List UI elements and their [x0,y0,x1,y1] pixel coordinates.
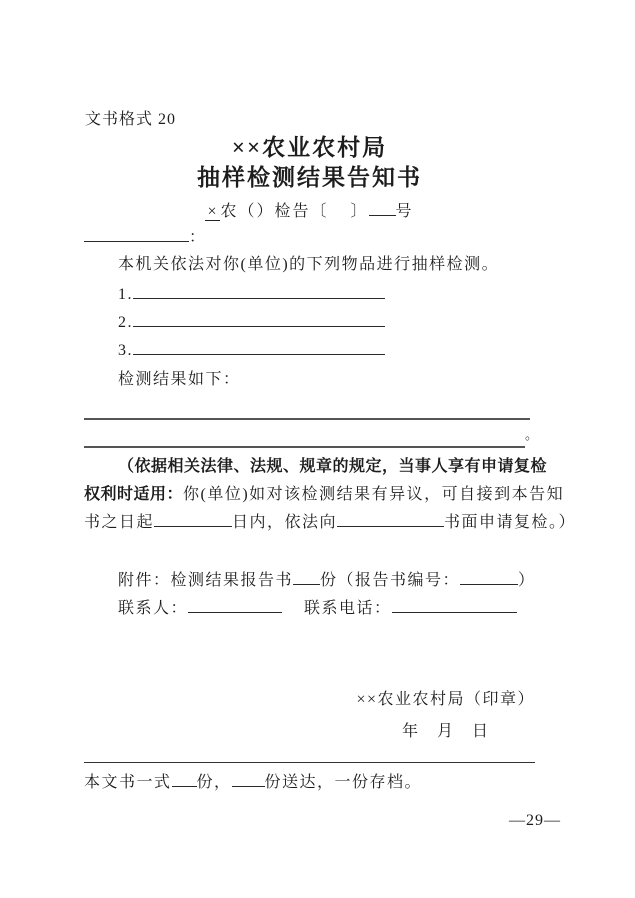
footnote-divider [84,762,535,763]
signature-date: 年 月 日 [401,723,490,740]
page-number: —29— [509,812,561,829]
attachment-post: ） [518,572,536,589]
recheck-line3-post: 书面申请复检。） [444,514,577,531]
item-blank-3 [133,340,385,355]
item-line-2 [84,312,385,334]
contact-phone-label: 联系电话： [304,600,392,617]
result-underline-1 [84,392,530,418]
signature-block [356,686,535,741]
recheck-line2-bold: 权利时适用： [84,486,184,503]
recheck-authority-blank [337,512,444,527]
item-blank-2 [133,312,385,327]
result-underline-2 [84,420,538,446]
contact-person-blank [188,598,282,613]
contact-phone-blank [392,598,517,613]
recheck-line3-mid: 日内，依法向 [232,514,338,531]
doc-number-left: 农（）检告〔 [220,203,329,220]
recheck-line-2 [84,484,564,506]
intro-paragraph: 本机关依法对你(单位)的下列物品进行抽样检测。 [118,256,500,273]
result-blank-2 [84,420,525,448]
doc-title-line2: 抽样检测结果告知书 [197,165,422,190]
doc-number-serial-blank [369,201,396,216]
item-number-3: 3. [118,342,133,359]
recheck-days-blank [154,512,232,527]
doc-number-unit: 号 [395,203,414,220]
signature-org: ××农业农村局（印章） [356,691,535,708]
attachment-line [84,570,536,592]
item-line-1 [84,284,385,306]
recheck-line2-text: 你(单位)如对该检测结果有异议，可自接到本告知 [183,486,565,503]
footnote-delivery-blank [232,772,265,787]
contact-line [84,598,517,620]
recheck-line-3 [84,512,576,534]
addressee-blank [84,227,189,242]
doc-title-line1: ××农业农村局 [231,135,388,160]
recheck-line-1: （依据相关法律、法规、规章的规定，当事人享有申请复检 [118,458,548,475]
item-number-2: 2. [118,314,133,331]
footnote-post: 份送达，一份存档。 [264,774,423,791]
recheck-line3-pre: 书之日起 [84,514,155,531]
footnote-mid: 份， [196,774,232,791]
footnote-copies-blank [172,772,197,787]
doc-format-label: 文书格式 20 [85,111,177,128]
item-number-1: 1. [118,286,133,303]
report-number-blank [460,570,518,585]
doc-number-right: 〕 [350,203,369,220]
doc-number-x-placeholder: × [207,203,219,220]
result-period: 。 [525,427,539,442]
attachment-pre: 附件：检测结果报告书 [118,572,294,589]
footnote-line [84,772,422,794]
addressee-line [84,227,207,249]
item-blank-1 [133,284,385,299]
addressee-colon: ： [189,229,207,246]
attachment-copies-blank [293,570,320,585]
attachment-mid: 份（报告书编号： [320,572,461,589]
result-blank-1 [84,392,530,420]
footnote-pre: 本文书一式 [84,774,172,791]
contact-person-label: 联系人： [118,600,189,617]
doc-number-line [84,198,535,221]
doc-number-year-blank [329,202,351,216]
results-label: 检测结果如下： [118,371,241,388]
item-line-3 [84,340,385,362]
